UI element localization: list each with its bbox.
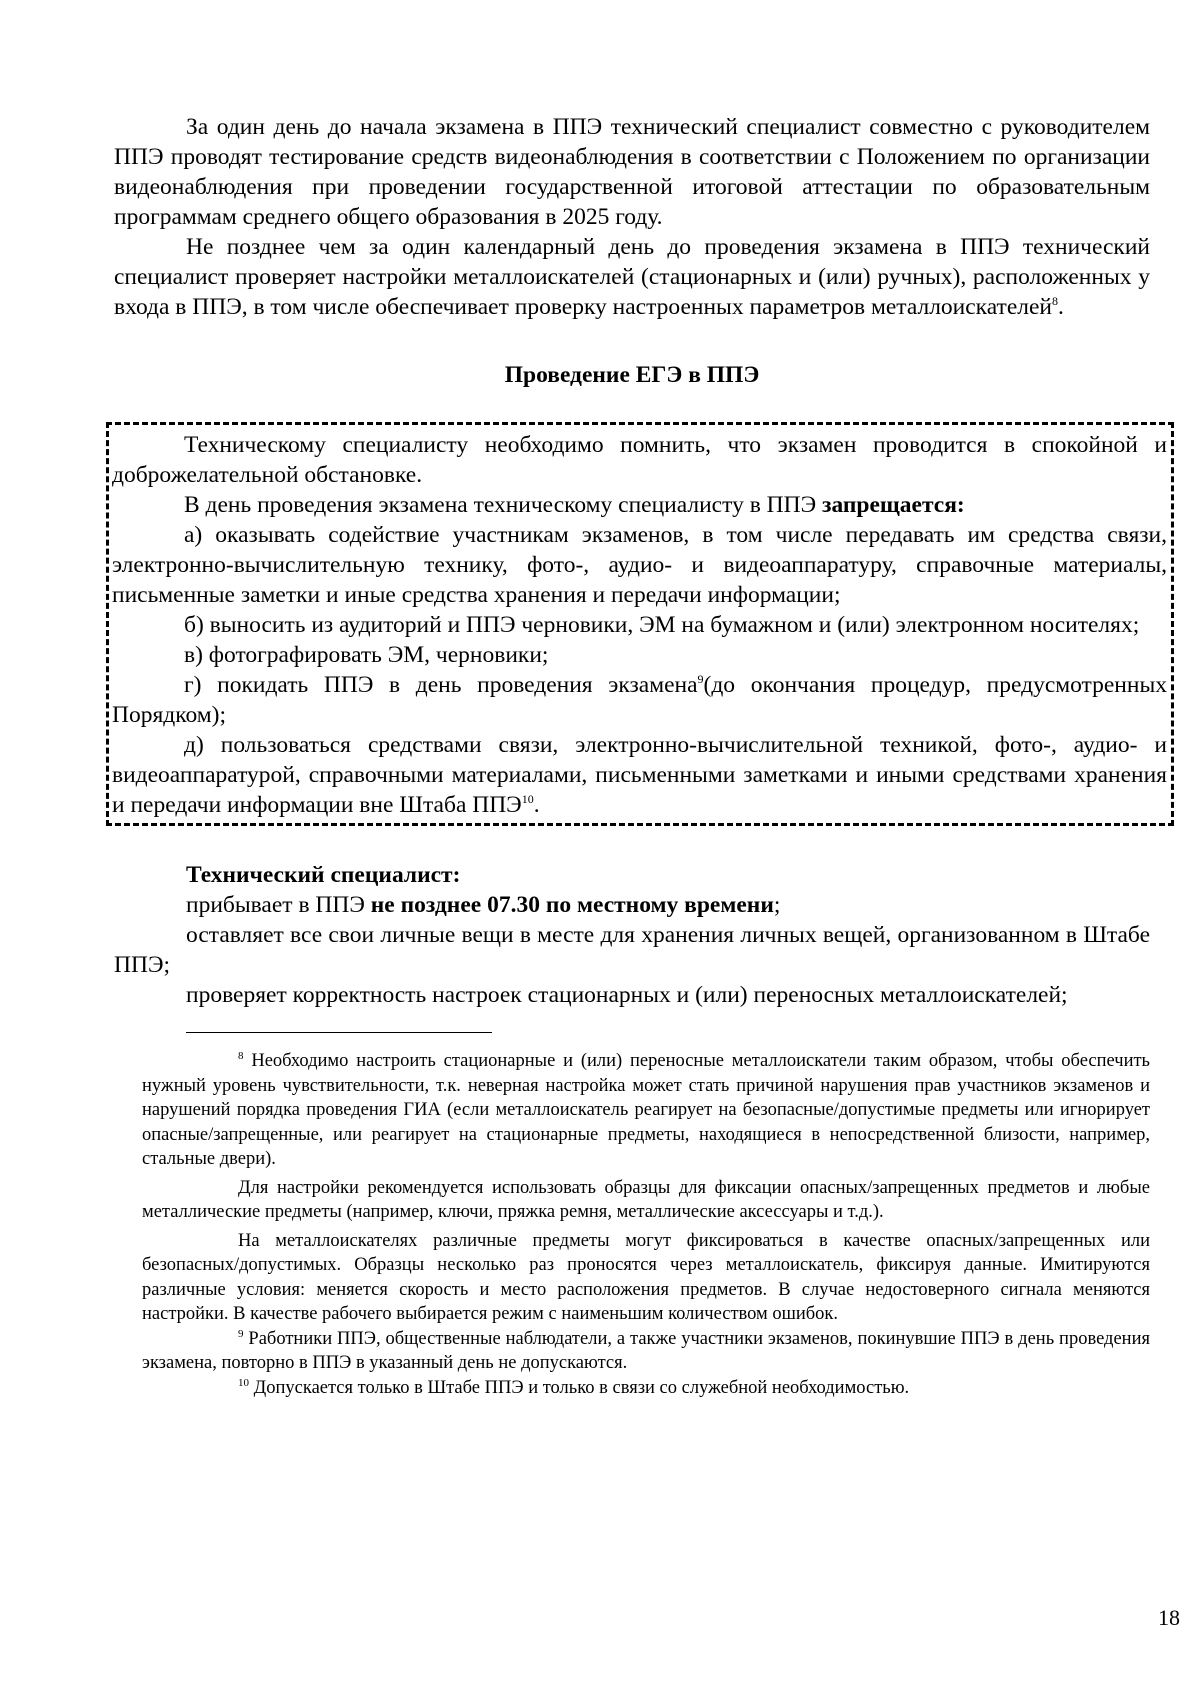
tech-duty-1: прибывает в ППЭ не позднее 07.30 по местному времени; [186, 892, 781, 918]
page-number: 18 [1158, 1605, 1180, 1630]
footnote-10: $^{10}$ Допускается только в Штабе ППЭ и только в связи со служебной необходимостью. [238, 1376, 910, 1398]
footnote-8-paragraph-2: Для настройки рекомендуется использовать образцы для фиксации опасных/запрещенных предметов и любые металлические предметы (например, ключи, пряжка ремня, металлические аксессуары и т.д.). [142, 1177, 1150, 1222]
prohibition-item-e: д) пользоваться средствами связи, электронно-вычислительной техникой, фото-, аудио- и видеоаппаратурой, справочными материалами, письменными заметками и иными средствами хранения и передачи информации вне Штаба ППЭ$^{10}$. [112, 732, 1167, 818]
prohibition-item-b: б) выносить из аудиторий и ППЭ черновики, ЭМ на бумажном и (или) электронном носителях; [184, 612, 1140, 638]
footnotes [114, 1049, 1150, 1400]
document-page [112, 112, 1167, 1400]
section-title: Проведение ЕГЭ в ППЭ [504, 362, 760, 388]
prohibitions-box [106, 422, 1174, 826]
tech-specialist-section [114, 860, 1150, 1010]
prohibition-item-d: г) покидать ППЭ в день проведения экзамена$^9$(до окончания процедур, предусмотренных Порядком); [112, 672, 1167, 728]
intro-paragraph-1: За один день до начала экзамена в ППЭ технический специалист совместно с руководителем ППЭ проводят тестирование средств видеонаблюдения в соответствии с Положением по организации видеонаблюдения при проведении государственной итоговой аттестации по образовательным программам среднего общего образования в 2025 году. [114, 114, 1150, 230]
tech-heading: Технический специалист: [186, 862, 461, 888]
footnote-ref-9[interactable]: 9 [697, 672, 704, 687]
footnote-9: $^9$ Работники ППЭ, общественные наблюдатели, а также участники экзаменов, покинувшие ППЭ в день проведения экзамена, повторно в ППЭ в указанный день не допускаются. [142, 1327, 1150, 1373]
prohibition-item-c: в) фотографировать ЭМ, черновики; [184, 642, 549, 668]
box-paragraph-1: Техническому специалисту необходимо помнить, что экзамен проводится в спокойной и доброжелательной обстановке. [112, 432, 1167, 488]
prohibition-item-a: а) оказывать содействие участникам экзаменов, в том числе передавать им средства связи, электронно-вычислительную технику, фото-, аудио- и видеоаппаратуру, справочные материалы, письменные заметки и иные средства хранения и передачи информации; [112, 522, 1167, 608]
tech-duty-3: проверяет корректность настроек стационарных и (или) переносных металлоискателей; [186, 982, 1068, 1008]
footnote-separator [186, 1032, 492, 1033]
footnote-ref-8[interactable]: 8 [1052, 294, 1058, 309]
footnote-8: $^8$ Необходимо настроить стационарные и (или) переносные металлоискатели таким образом, чтобы обеспечить нужный уровень чувствительности, т.к. неверная настройка может стать причиной нарушения прав участников экзаменов и нарушений порядка проведения ГИА (если металлоискатель реагирует на безопасные/допустимые предметы или игнорирует опасные/запрещенные, или реагирует на стационарные предметы, находящиеся в непосредственной близости, например, стальные двери). [142, 1049, 1150, 1169]
box-paragraph-2: В день проведения экзамена техническому специалисту в ППЭ запрещается: [184, 492, 965, 518]
tech-duty-2: оставляет все свои личные вещи в месте для хранения личных вещей, организованном в Штабе ППЭ; [114, 922, 1150, 978]
intro-paragraph-2: Не позднее чем за один календарный день до проведения экзамена в ППЭ технический специалист проверяет настройки металлоискателей (стационарных и (или) ручных), расположенных у входа в ППЭ, в том числе обеспечивает проверку настроенных параметров металлоискателей$^8$. [114, 234, 1150, 320]
footnote-8-paragraph-3: На металлоискателях различные предметы могут фиксироваться в качестве опасных/запрещенных или безопасных/допустимых. Образцы несколько раз проносятся через металлоискатель, фиксируя данные. Имитируются различные условия: меняется скорость и место расположения предметов. В случае недостоверного сигнала меняются настройки. В качестве рабочего выбирается режим с наименьшим количеством ошибок. [142, 1230, 1150, 1324]
footnote-ref-10[interactable]: 10 [521, 792, 534, 807]
